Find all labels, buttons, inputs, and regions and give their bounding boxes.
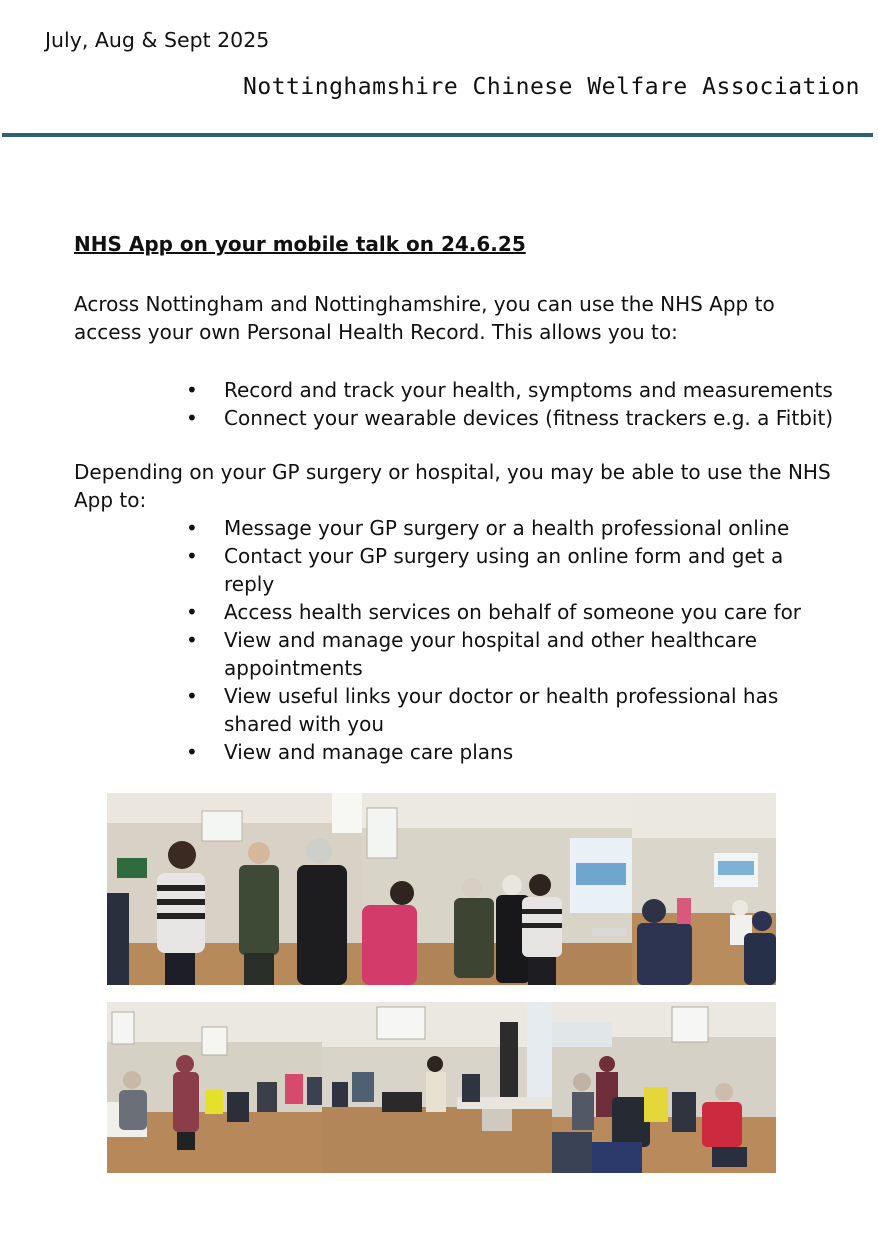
article-title: NHS App on your mobile talk on 24.6.25: [74, 232, 526, 256]
list-item: • View and manage your hospital and other healthcare appointments: [74, 626, 834, 682]
personal-record-list: [74, 376, 834, 432]
gp-paragraph: Depending on your GP surgery or hospital, you may be able to use the NHS App to:: [74, 460, 831, 512]
photo-attendees-with-phones: [107, 793, 362, 985]
newsletter-date: July, Aug & Sept 2025: [45, 28, 270, 52]
list-item: • Message your GP surgery or a health professional online: [74, 514, 834, 542]
list-item: • Access health services on behalf of someone you care for: [74, 598, 834, 626]
photo-seated-audience-right: [552, 1002, 776, 1173]
list-item: • View useful links your doctor or health professional has shared with you: [74, 682, 834, 738]
header-divider: [2, 133, 873, 137]
organization-name: Nottinghamshire Chinese Welfare Association: [243, 74, 860, 100]
photo-row-top: [107, 793, 776, 985]
article: [74, 230, 834, 766]
list-item: • Contact your GP surgery using an online form and get a reply: [74, 542, 834, 598]
photo-group-discussion: [362, 793, 632, 985]
gp-services-list: [74, 514, 834, 766]
photo-seated-audience-left: [107, 1002, 322, 1173]
list-item: • Record and track your health, symptoms and measurements: [74, 376, 834, 404]
list-item: • Connect your wearable devices (fitness trackers e.g. a Fitbit): [74, 404, 834, 432]
intro-paragraph: Across Nottingham and Nottinghamshire, you can use the NHS App to access your own Personal Health Record. This allows you to:: [74, 292, 775, 344]
photo-hall-with-speaker: [322, 1002, 552, 1173]
list-item: • View and manage care plans: [74, 738, 834, 766]
photo-hall-presentation: [632, 793, 776, 985]
photo-row-bottom: [107, 1002, 776, 1173]
